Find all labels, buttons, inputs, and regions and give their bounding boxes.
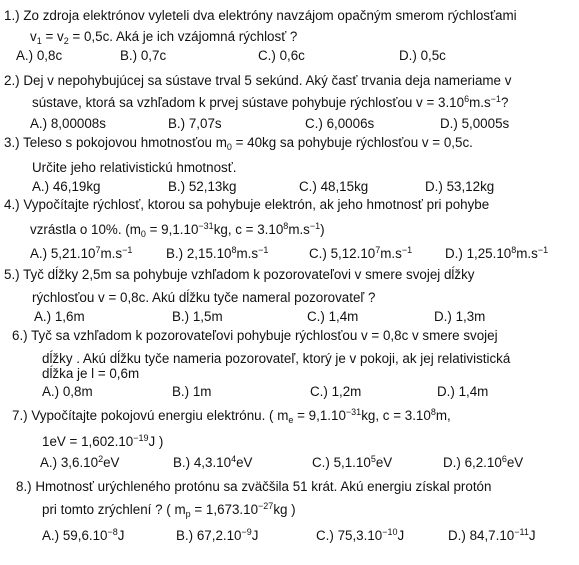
question-2-text: 2.) Dej v nepohybujúcej sa sústave trval 5 sekúnd. Aký časť trvania deja nameriame v [4, 73, 512, 88]
question-3-text-cont: Určite jeho relativistickú hmotnosť. [32, 160, 237, 175]
question-8-option-b: B.) $67,2.10^{-9}J$ [176, 527, 259, 543]
question-8-text-cont: pri tomto zrýchlení ? ( $m_p = 1,673.10^{-27}kg$ ) [42, 501, 296, 519]
question-6-text: 6.) Tyč sa vzhľadom k pozorovateľovi pohybuje rýchlosťou v = 0,8c v smere svojej [12, 328, 498, 343]
question-5-options [0, 309, 579, 325]
question-2-text-cont: sústave, ktorá sa vzhľadom k prvej sústave pohybuje rýchlosťou $v = 3.10^6m.s^{-1}$? [32, 94, 509, 110]
question-8-options [0, 528, 579, 544]
question-1-text: 1.) Zo zdroja elektrónov vyleteli dva elektróny navzájom opačným smerom rýchlosťami [4, 8, 517, 23]
question-1-option-b: B.) 0,7c [120, 48, 167, 63]
question-5-text-cont: rýchlosťou v = 0,8c. Akú dĺžku tyče nameral pozorovateľ ? [32, 290, 376, 305]
question-1-text-cont: $v_1 = v_2 = 0,5c$. Aká je ich vzájomná rýchlosť ? [30, 29, 298, 46]
question-7-option-d: D.) 6,2.10$^6$eV [443, 454, 524, 470]
question-2-option-a: A.) 8,00008s [30, 116, 106, 131]
question-6-option-b: B.) 1m [172, 384, 212, 399]
question-2-options [0, 116, 579, 132]
question-3-option-d: D.) 53,12kg [425, 179, 495, 194]
question-5-option-c: C.) 1,4m [307, 309, 359, 324]
question-5-option-d: D.) 1,3m [434, 309, 486, 324]
question-7-text-cont: $1eV = 1,602.10^{-19}J$ ) [42, 433, 164, 449]
question-7-option-b: B.) 4,3.10$^4$eV [173, 454, 253, 470]
question-3-options [0, 179, 579, 195]
question-3-option-c: C.) 48,15kg [299, 179, 369, 194]
question-6-option-c: C.) 1,2m [310, 384, 362, 399]
question-6-options [0, 384, 579, 400]
question-3-text: 3.) Teleso s pokojovou hmotnosťou $m_0 = 40kg$ sa pohybuje rýchlosťou v = 0,5c. [4, 135, 473, 152]
question-4-option-c: C.) $5,12.10^7m.s^{-1}$ [309, 245, 413, 261]
question-8-option-a: A.) $59,6.10^{-8}J$ [42, 527, 125, 543]
question-7-options [0, 455, 579, 471]
question-1-option-a: A.) 0,8c [16, 48, 63, 63]
question-1-option-d: D.) 0,5c [399, 48, 446, 63]
question-6-text-cont: dĺžka je l = 0,6m [42, 366, 140, 381]
question-3-option-b: B.) 52,13kg [168, 179, 237, 194]
question-7-option-a: A.) 3,6.10$^2$eV [40, 454, 120, 470]
question-5-text: 5.) Tyč dĺžky 2,5m sa pohybuje vzhľadom k pozorovateľovi v smere svojej dĺžky [4, 267, 475, 282]
question-6-option-a: A.) 0,8m [42, 384, 93, 399]
question-3-option-a: A.) 46,19kg [32, 179, 101, 194]
question-7-text: 7.) Vypočítajte pokojovú energiu elektrónu. ( $m_e = 9,1.10^{-31}kg$, $c = 3.10^8m$, [12, 407, 451, 425]
question-4-option-b: B.) $2,15.10^8m.s^{-1}$ [166, 245, 269, 261]
question-4-options [0, 246, 579, 262]
question-8-option-d: D.) $84,7.10^{-11}J$ [448, 527, 536, 543]
question-4-text: 4.) Vypočítajte rýchlosť, ktorou sa pohybuje elektrón, ak jeho hmotnosť pri pohybe [4, 197, 490, 212]
question-7-option-c: C.) 5,1.10$^5$eV [312, 454, 393, 470]
question-2-option-d: D.) 5,0005s [440, 116, 510, 131]
question-4-option-d: D.) $1,25.10^8m.s^{-1}$ [445, 245, 549, 261]
question-4-text-cont: vzrástla o 10%. ($m_0 = 9,1.10^{-31}kg$, $c = 3.10^8m.s^{-1}$) [30, 221, 325, 239]
question-8-option-c: C.) $75,3.10^{-10}J$ [316, 527, 405, 543]
question-4-option-a: A.) $5,21.10^7m.s^{-1}$ [30, 245, 133, 261]
question-6-option-d: D.) 1,4m [437, 384, 489, 399]
question-2-option-c: C.) 6,0006s [305, 116, 375, 131]
question-8-text: 8.) Hmotnosť urýchleného protónu sa zväčšila 51 krát. Akú energiu získal protón [16, 479, 492, 494]
question-1-options [0, 48, 579, 64]
question-6-text-cont: dĺžky . Akú dĺžku tyče nameria pozorovateľ, ktorý je v pokoji, ak jej relativistická [42, 351, 511, 366]
question-5-option-a: A.) 1,6m [34, 309, 85, 324]
question-1-option-c: C.) 0,6c [258, 48, 305, 63]
question-2-option-b: B.) 7,07s [168, 116, 222, 131]
question-5-option-b: B.) 1,5m [172, 309, 223, 324]
